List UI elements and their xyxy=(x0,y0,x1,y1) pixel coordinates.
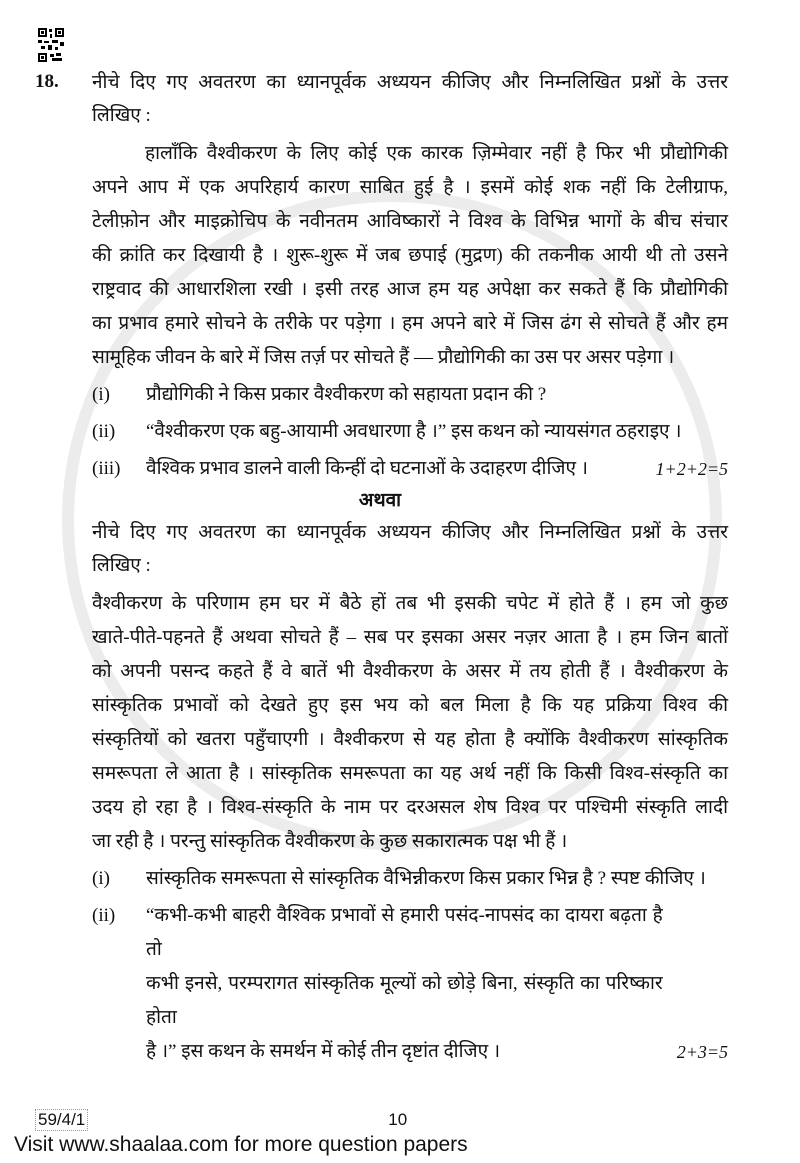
passage-line: की क्रांति कर दिखायी है । शुरू-शुरू में जब छपाई (मुद्रण) की तकनीक आयी थी तो उसने xyxy=(92,245,728,266)
passage-line: समरूपता ले आता है । सांस्कृतिक समरूपता का यह अर्थ नहीं कि किसी विश्व-संस्कृति का xyxy=(92,763,728,784)
passage-line: उदय हो रहा है । विश्व-संस्कृति के नाम पर दरअसल शेष विश्व पर पश्चिमी संस्कृति लादी xyxy=(92,797,728,818)
passage-2 xyxy=(92,587,728,859)
sub-question xyxy=(92,378,728,412)
passage-line: को अपनी पसन्द कहते हैं वे बातें भी वैश्वीकरण के असर में तय होती हैं । वैश्वीकरण के xyxy=(92,661,728,682)
passage-line: है ।” इस कथन के समर्थन में कोई तीन दृष्टांत दीजिए । xyxy=(146,1041,501,1062)
passage-line: नीचे दिए गए अवतरण का ध्यानपूर्वक अध्ययन कीजिए और निम्नलिखित प्रश्नों के उत्तर xyxy=(92,522,728,543)
sub-question-text: “वैश्वीकरण एक बहु-आयामी अवधारणा है ।” इस कथन को न्यायसंगत ठहराइए । xyxy=(146,421,682,442)
instruction-line: लिखिए : xyxy=(92,555,151,576)
sub-question xyxy=(92,899,728,1069)
qr-code-icon xyxy=(38,28,64,62)
passage-line: वैश्वीकरण के परिणाम हम घर में बैठे हों तब भी इसकी चपेट में होते हैं । हम जो कुछ xyxy=(92,593,728,614)
sub-question-text: वैश्विक प्रभाव डालने वाली किन्हीं दो घटनाओं के उदाहरण दीजिए । xyxy=(146,458,588,479)
or-label: अथवा xyxy=(358,490,402,511)
passage-1 xyxy=(92,137,728,375)
sub-question-number: (i) xyxy=(92,384,110,405)
sub-question-number: (ii) xyxy=(92,905,116,926)
passage-line: नीचे दिए गए अवतरण का ध्यानपूर्वक अध्ययन कीजिए और निम्नलिखित प्रश्नों के उत्तर xyxy=(92,72,728,93)
visit-link[interactable]: Visit www.shaalaa.com for more question papers xyxy=(14,1133,468,1156)
passage-line: कभी इनसे, परम्परागत सांस्कृतिक मूल्यों को छोड़े बिना, संस्कृति का परिष्कार होता xyxy=(146,973,663,1028)
passage-line: राष्ट्रवाद की आधारशिला रखी । इसी तरह आज हम यह अपेक्षा कर सकते हैं कि प्रौद्योगिकी xyxy=(92,279,728,300)
passage-line: सांस्कृतिक प्रभावों को देखते हुए इस भय को बल मिला है कि यह प्रक्रिया विश्व की xyxy=(92,695,728,716)
sub-question xyxy=(92,415,728,449)
question-content xyxy=(92,66,728,1069)
passage-line: अपने आप में एक अपरिहार्य कारण साबित हुई है । इसमें कोई शक नहीं कि टेलीग्राफ, xyxy=(92,177,728,198)
paper-code: 59/4/1 xyxy=(35,1109,88,1131)
passage-line: संस्कृतियों को खतरा पहुँचाएगी । वैश्वीकरण से यह होता है क्योंकि वैश्वीकरण सांस्कृतिक xyxy=(92,729,728,750)
passage-line: सांस्कृतिक समरूपता से सांस्कृतिक वैभिन्नीकरण किस प्रकार भिन्न है ? स्पष्ट कीजिए । xyxy=(146,868,706,889)
passage-line: जा रही है । परन्तु सांस्कृतिक वैश्वीकरण के कुछ सकारात्मक पक्ष भी हैं । xyxy=(92,831,568,852)
passage-line: सामूहिक जीवन के बारे में जिस तर्ज़ पर सोचते हैं — प्रौद्योगिकी का उस पर असर पड़ेगा । xyxy=(92,347,675,368)
marks: 2+3=5 xyxy=(676,1042,728,1062)
passage-line: टेलीफ़ोन और माइक्रोचिप के नवीनतम आविष्कारों ने विश्व के विभिन्न भागों के बीच संचार xyxy=(92,211,728,232)
page-number: 10 xyxy=(388,1110,408,1129)
sub-question xyxy=(92,862,728,896)
sub-question-text xyxy=(146,899,663,1069)
instruction-line: लिखिए : xyxy=(92,105,151,126)
sub-question-number: (iii) xyxy=(92,458,121,479)
sub-question-number: (i) xyxy=(92,868,110,889)
sub-question-text: प्रौद्योगिकी ने किस प्रकार वैश्वीकरण को सहायता प्रदान की ? xyxy=(146,384,547,405)
footer xyxy=(14,1109,754,1163)
sub-question xyxy=(92,452,728,486)
question-number: 18. xyxy=(35,71,59,92)
marks: 1+2+2=5 xyxy=(655,459,728,479)
sub-question-text xyxy=(146,862,728,896)
passage-line: खाते-पीते-पहनते हैं अथवा सोचते हैं – सब पर इसका असर नज़र आता है । हम जिन बातों xyxy=(92,627,728,648)
passage-line: “कभी-कभी बाहरी वैश्विक प्रभावों से हमारी पसंद-नापसंद का दायरा बढ़ता है तो xyxy=(146,905,663,960)
passage-line: का प्रभाव हमारे सोचने के तरीके पर पड़ेगा । हम अपने बारे में जिस ढंग से सोचते हैं और हम xyxy=(92,313,728,334)
sub-question-number: (ii) xyxy=(92,421,116,442)
passage-line: हालाँकि वैश्वीकरण के लिए कोई एक कारक ज़िम्मेवार नहीं है फिर भी प्रौद्योगिकी xyxy=(145,143,728,164)
